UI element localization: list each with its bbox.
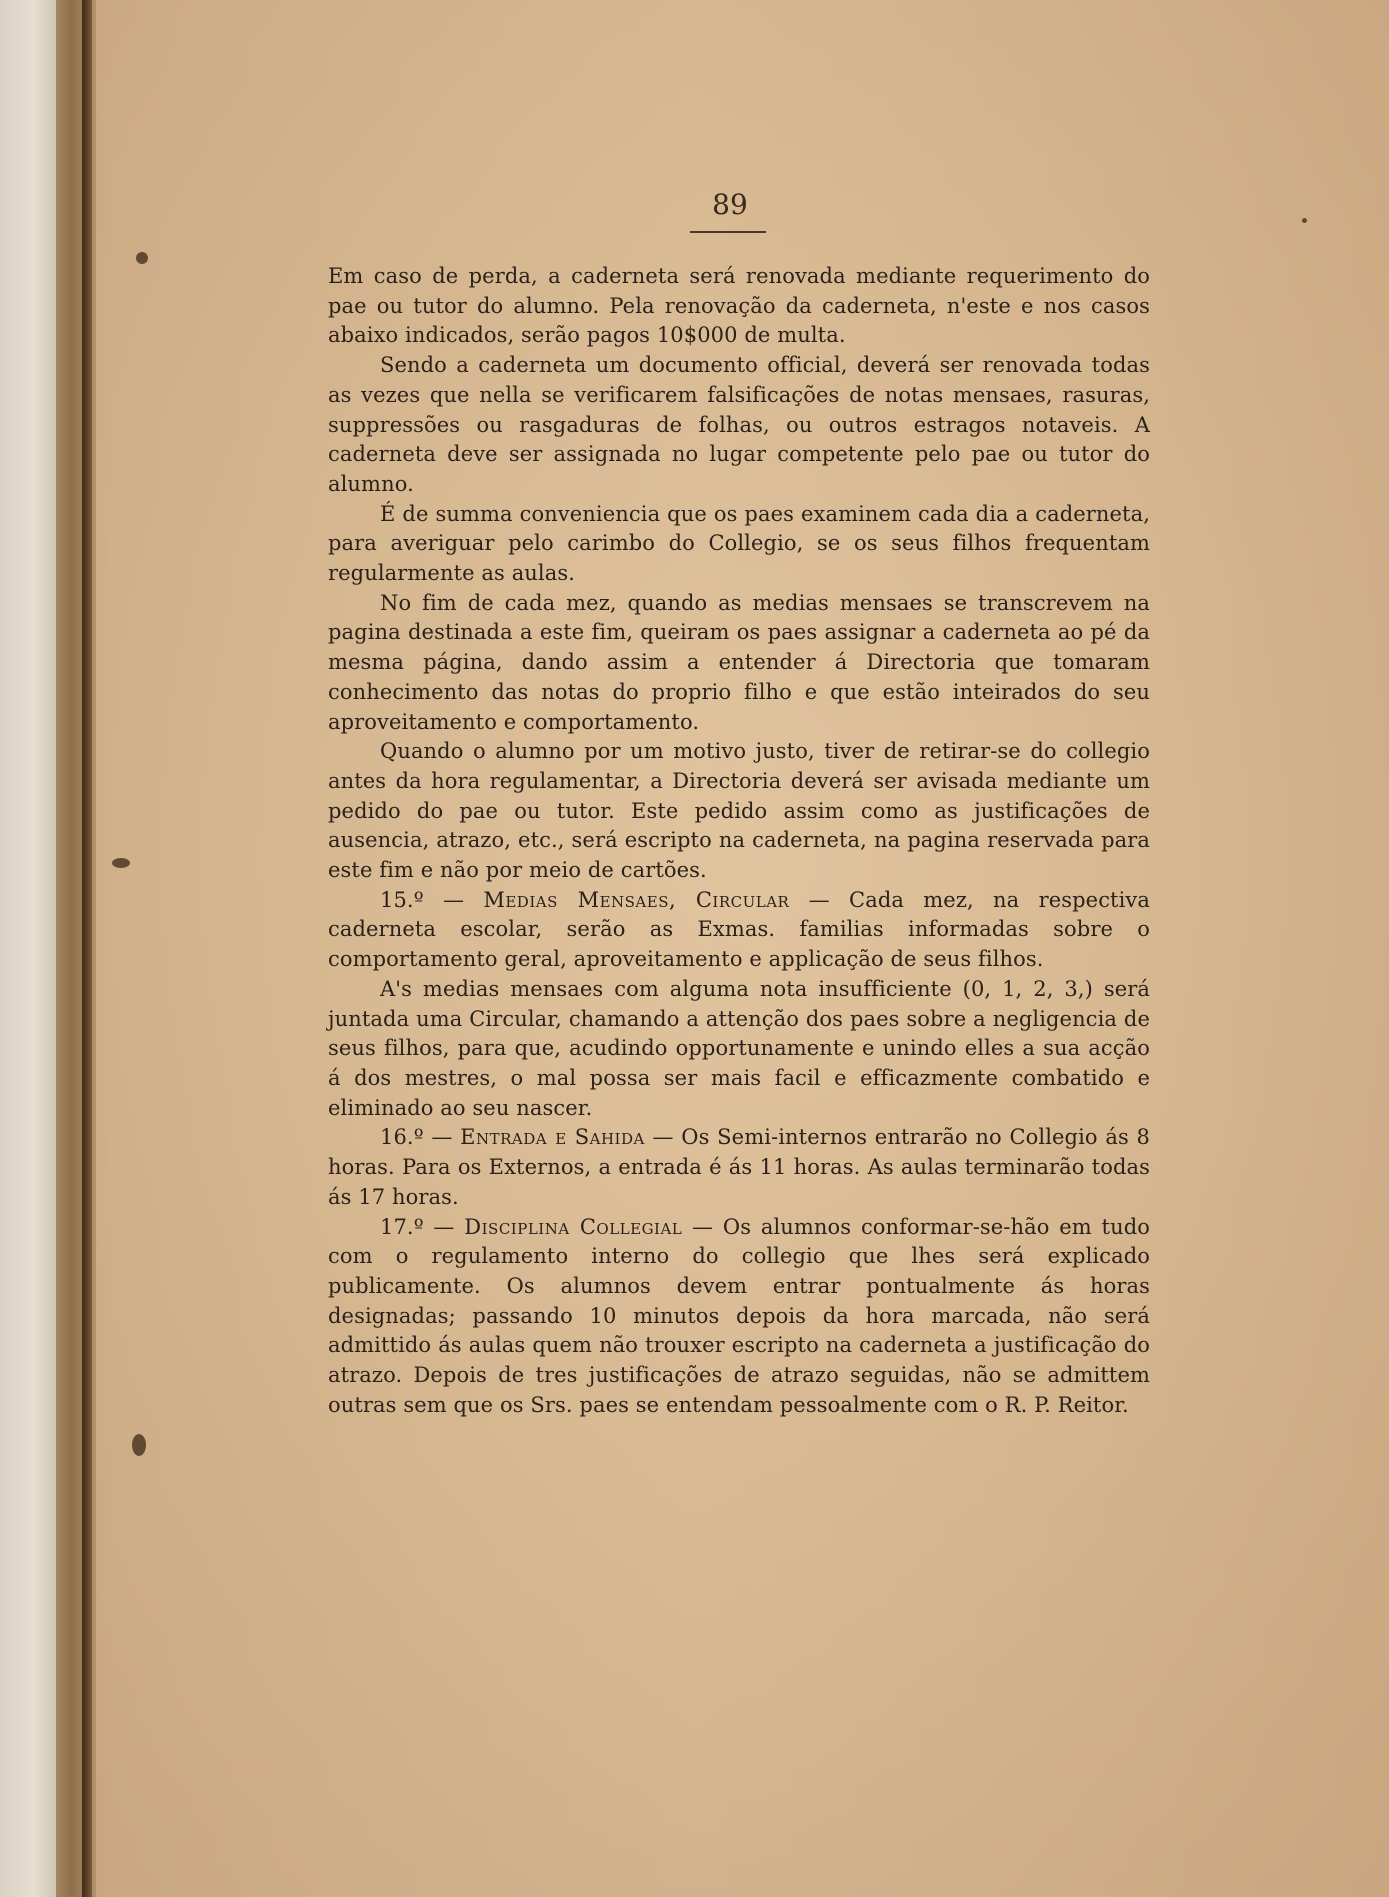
paragraph-insufficient-grades: A's medias mensaes com alguma nota insufficiente (0, 1, 2, 3,) será juntada uma Circular, chamando a attenção dos paes sobre a negligencia de seus filhos, para que, acudindo opportunamente e unindo elles a sua acção á dos mestres, o mal possa ser mais facil e efficazmente combatido e eliminado ao seu nascer.: [328, 976, 1150, 1120]
section-16-number: 16.º —: [380, 1125, 453, 1150]
section-15: [328, 886, 1150, 975]
section-17-number: 17.º —: [380, 1214, 455, 1239]
section-16-heading: Entrada e Sahida: [460, 1125, 645, 1150]
body-text: [328, 262, 1150, 1420]
section-15-heading: Medias Mensaes, Circular: [483, 887, 790, 912]
paragraph-lost-booklet: Em caso de perda, a caderneta será renovada mediante requerimento do pae ou tutor do alumno. Pela renovação da caderneta, n'este e nos casos abaixo indicados, serão pagos 10$000 de multa.: [328, 264, 1150, 348]
section-17-heading: Disciplina Collegial: [464, 1214, 683, 1239]
paragraph-booklet-renewal: Sendo a caderneta um documento official, deverá ser renovada todas as vezes que nella se verificarem falsificações de notas mensaes, rasuras, suppressões ou rasgaduras de folhas, ou outros estragos notaveis. A caderneta deve ser assignada no lugar competente pelo pae ou tutor do alumno.: [328, 353, 1150, 496]
ink-stain: [132, 1434, 146, 1456]
section-15-text: Cada mez, na respectiva caderneta escolar, serão as Exmas. familias informadas sobre o comportamento geral, aproveitamento e applicação de seus filhos.: [328, 887, 1150, 972]
page-number-rule: [690, 231, 766, 233]
section-15-dash: —: [789, 887, 850, 912]
binding-spine-line: [82, 0, 92, 1897]
ink-stain: [136, 252, 148, 264]
section-17-dash: —: [682, 1214, 723, 1239]
section-17: [328, 1213, 1150, 1421]
section-16-dash: —: [644, 1125, 682, 1150]
ink-stain: [112, 858, 130, 868]
section-17-text: Os alumnos conformar-se-hão em tudo com o regulamento interno do collegio que lhes será explicado publicamente. Os alumnos devem entrar pontualmente ás horas designadas; passando 10 minutos depois da hora marcada, não será admittido ás aulas quem não trouxer escripto na caderneta a justificação do atrazo. Depois de tres justificações de atrazo seguidas, não se admittem outras sem que os Srs. paes se entendam pessoalmente com o R. P. Reitor.: [328, 1214, 1150, 1417]
binding-paper-strip: [0, 0, 57, 1897]
section-16: [328, 1123, 1150, 1212]
paragraph-daily-check: É de summa conveniencia que os paes examinem cada dia a caderneta, para averiguar pelo carimbo do Collegio, se os seus filhos frequentam regularmente as aulas.: [328, 501, 1150, 586]
paragraph-early-leave: Quando o alumno por um motivo justo, tiver de retirar-se do collegio antes da hora regulamentar, a Directoria deverá ser avisada mediante um pedido do pae ou tutor. Este pedido assim como as justificações de ausencia, atrazo, etc., será escripto na caderneta, na pagina reservada para este fim e não por meio de cartões.: [328, 739, 1150, 883]
section-16-text: Os Semi-internos entrarão no Collegio ás 8 horas. Para os Externos, a entrada é ás 11 horas. As aulas terminarão todas ás 17 horas.: [328, 1125, 1150, 1209]
section-15-number: 15.º —: [380, 887, 465, 912]
paragraph-monthly-signature: No fim de cada mez, quando as medias mensaes se transcrevem na pagina destinada a este fim, queiram os paes assignar a caderneta ao pé da mesma página, dando assim a entender á Directoria que tomaram conhecimento das notas do proprio filho e que estão inteirados do seu aproveitamento e comportamento.: [328, 590, 1150, 734]
ink-stain: [1302, 218, 1307, 223]
page-number: 89: [712, 188, 748, 221]
